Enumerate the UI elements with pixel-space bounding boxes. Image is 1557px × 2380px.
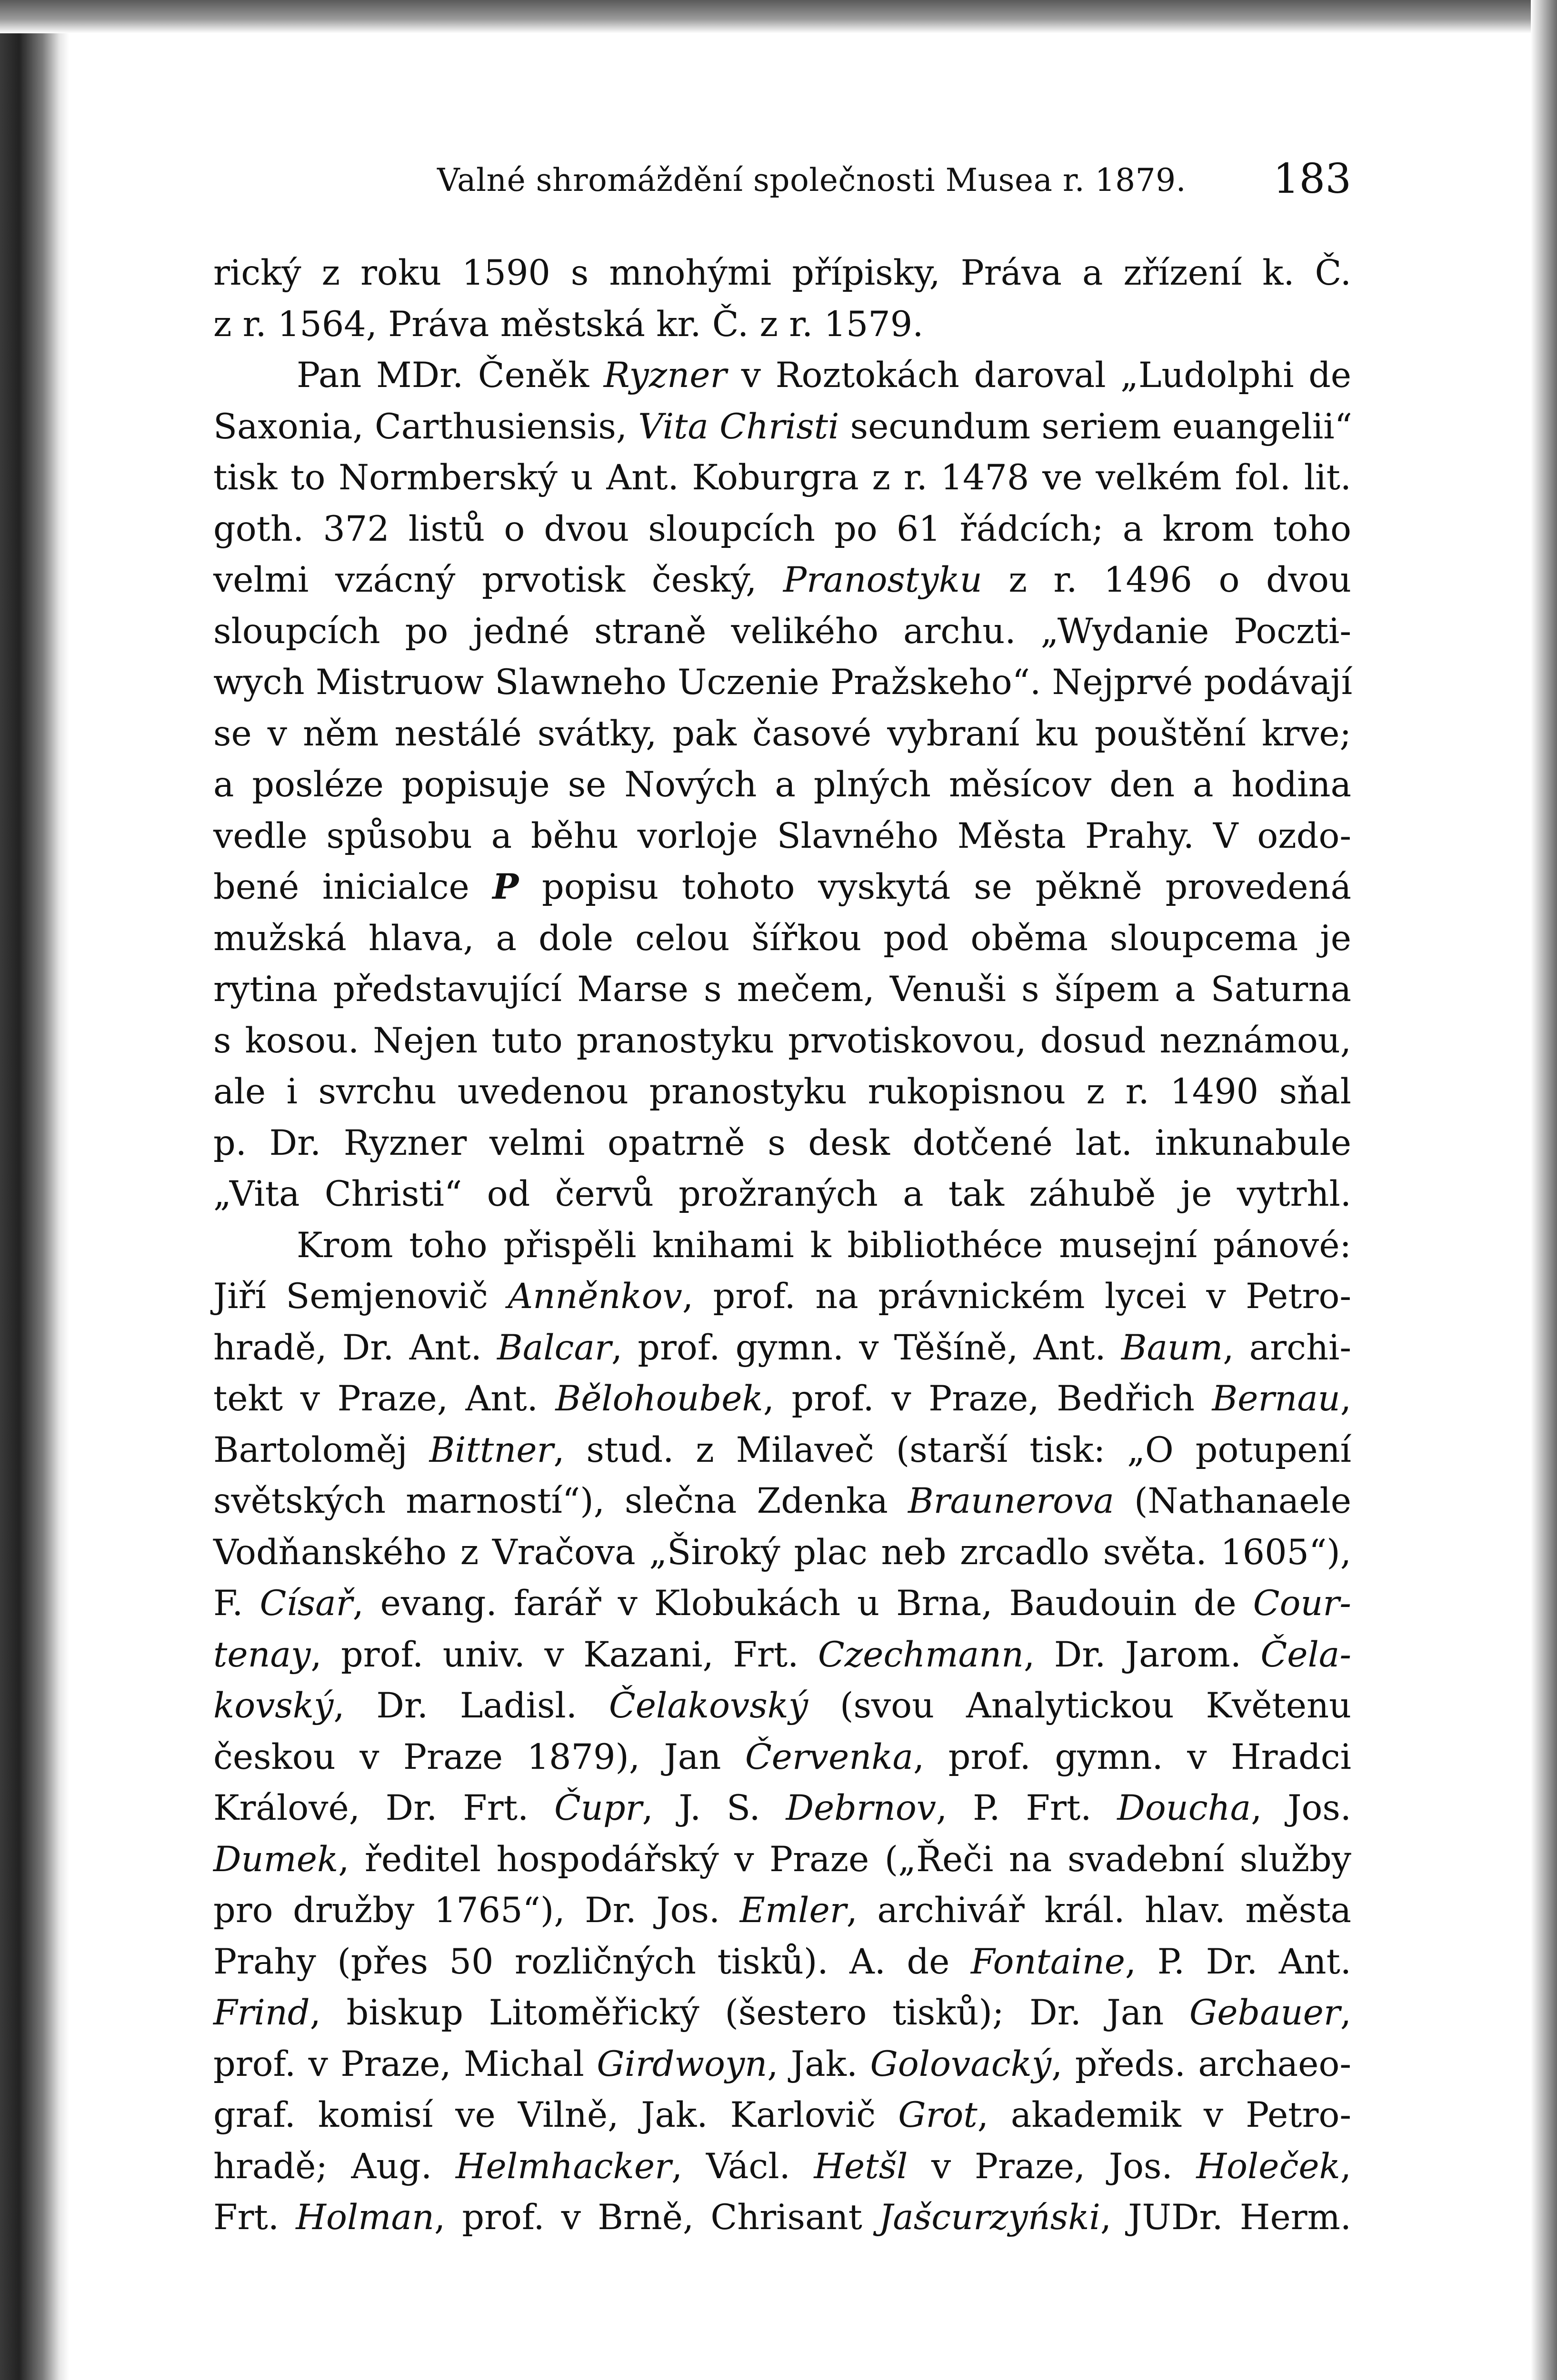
italic-name: Golovacký	[870, 2043, 1052, 2084]
book-page	[213, 0, 1351, 2380]
text-line: Saxonia, Carthusiensis, Vita Christi secundum seriem euangelii“	[213, 406, 1352, 447]
italic-name: Čupr	[554, 1788, 642, 1828]
italic-name: Czechmann	[818, 1634, 1024, 1675]
text-line: se v něm nestálé svátky, pak časové vybraní ku pouštění krve;	[213, 713, 1351, 754]
text-line: Krom toho přispěli knihami k bibliothéce musejní pánové:	[297, 1225, 1351, 1266]
text-line: pro družby 1765“), Dr. Jos. Emler, archivář král. hlav. města	[213, 1890, 1351, 1931]
body-text	[213, 248, 1351, 2243]
italic-name: Hetšl	[814, 2146, 908, 2187]
italic-name: Gebauer	[1189, 1993, 1340, 2033]
italic-name: Emler	[739, 1890, 847, 1931]
italic-name: tenay	[213, 1634, 311, 1675]
text-line: a posléze popisuje se Nových a plných měsícov den a hodina	[213, 764, 1351, 805]
text-line: mužská hlava, a dole celou šířkou pod oběma sloupcema je	[213, 918, 1351, 959]
text-line: Vodňanského z Vračova „Široký plac neb zrcadlo světa. 1605“),	[213, 1532, 1351, 1573]
text-line: Prahy (přes 50 rozličných tisků). A. de Fontaine, P. Dr. Ant.	[213, 1941, 1351, 1982]
italic-name: Červenka	[745, 1736, 913, 1777]
running-title: Valné shromáždění společnosti Musea r. 1879.	[437, 162, 1187, 198]
text-line: Pan MDr. Čeněk Ryzner v Roztokách daroval „Ludolphi de	[297, 355, 1351, 396]
italic-name: Bittner	[429, 1429, 554, 1470]
text-line: bené inicialce P popisu tohoto vyskytá se pěkně provedená	[213, 866, 1352, 907]
text-line: tisk to Normberský u Ant. Koburgra z r. 1478 ve velkém fol. lit.	[213, 457, 1351, 498]
text-line: sloupcích po jedné straně velikého archu. „Wydanie Poczti-	[213, 611, 1351, 652]
text-line: hradě; Aug. Helmhacker, Václ. Hetšl v Praze, Jos. Holeček,	[213, 2146, 1352, 2187]
italic-name: Čelakovský	[609, 1686, 808, 1726]
scan-shadow-right	[1531, 0, 1557, 2380]
italic-name: Jašcurzyński	[879, 2197, 1100, 2238]
text-line: tenay, prof. univ. v Kazani, Frt. Czechmann, Dr. Jarom. Čela-	[213, 1634, 1351, 1675]
text-line: goth. 372 listů o dvou sloupcích po 61 řádcích; a krom toho	[213, 508, 1351, 549]
italic-name: Helmhacker	[455, 2146, 672, 2187]
italic-name: Holeček	[1196, 2146, 1340, 2187]
text-line: prof. v Praze, Michal Girdwoyn, Jak. Golovacký, předs. archaeo-	[213, 2043, 1351, 2084]
text-line: graf. komisí ve Vilně, Jak. Karlovič Grot, akademik v Petro-	[213, 2095, 1351, 2135]
italic-name: Fontaine	[970, 1941, 1125, 1982]
initial-letter: P	[492, 866, 519, 907]
italic-name: Frind	[213, 1993, 310, 2033]
italic-title: Pranostyku	[783, 560, 982, 600]
italic-name: Holman	[296, 2197, 434, 2238]
text-line: ale i svrchu uvedenou pranostyku rukopisnou z r. 1490 sňal	[213, 1071, 1351, 1112]
text-line: Frt. Holman, prof. v Brně, Chrisant Jašcurzyński, JUDr. Herm.	[213, 2197, 1351, 2238]
italic-name: Anněnkov	[508, 1276, 682, 1317]
italic-name: Doucha	[1117, 1788, 1251, 1828]
italic-name: Bělohoubek	[555, 1378, 763, 1419]
text-line: kovský, Dr. Ladisl. Čelakovský (svou Analytickou Květenu	[213, 1686, 1351, 1726]
italic-name: Balcar	[497, 1327, 611, 1368]
text-line: rický z roku 1590 s mnohými přípisky, Práva a zřízení k. Č.	[213, 253, 1351, 293]
italic-name: Braunerova	[908, 1481, 1114, 1521]
text-line: vedle spůsobu a běhu vorloje Slavného Města Prahy. V ozdo-	[213, 815, 1351, 856]
text-line: rytina představující Marse s mečem, Venuši s šípem a Saturna	[213, 969, 1351, 1010]
text-line: velmi vzácný prvotisk český, Pranostyku z r. 1496 o dvou	[213, 560, 1351, 600]
text-line: F. Císař, evang. farář v Klobukách u Brna, Baudouin de Cour-	[213, 1583, 1351, 1624]
text-line: Bartoloměj Bittner, stud. z Milaveč (starší tisk: „O potupení	[213, 1429, 1351, 1470]
italic-name: Girdwoyn	[597, 2043, 768, 2084]
text-line: tekt v Praze, Ant. Bělohoubek, prof. v Praze, Bedřich Bernau,	[213, 1378, 1351, 1419]
text-line: Králové, Dr. Frt. Čupr, J. S. Debrnov, P. Frt. Doucha, Jos.	[213, 1788, 1351, 1828]
italic-name: Debrnov	[786, 1788, 937, 1828]
running-header	[213, 152, 1351, 205]
text-line: „Vita Christi“ od červů prožraných a tak záhubě je vytrhl.	[213, 1174, 1351, 1214]
page-number: 183	[1273, 155, 1351, 203]
text-line: Dumek, ředitel hospodářský v Praze („Řeči na svadební služby	[213, 1839, 1351, 1880]
text-line: světských marností“), slečna Zdenka Braunerova (Nathanaele	[213, 1481, 1351, 1521]
scan-shadow-left	[0, 0, 69, 2380]
italic-title: Vita Christi	[638, 406, 839, 447]
text-line: p. Dr. Ryzner velmi opatrně s desk dotčené lat. inkunabule	[213, 1122, 1351, 1163]
text-line: s kosou. Nejen tuto pranostyku prvotiskovou, dosud neznámou,	[213, 1020, 1351, 1061]
italic-name: Bernau	[1212, 1378, 1340, 1419]
text-line: Jiří Semjenovič Anněnkov, prof. na právnickém lycei v Petro-	[213, 1276, 1352, 1317]
italic-name: Grot	[898, 2095, 978, 2135]
italic-name: Cour-	[1253, 1583, 1351, 1624]
italic-name: kovský	[213, 1686, 334, 1726]
text-line: Frind, biskup Litoměřický (šestero tisků); Dr. Jan Gebauer,	[213, 1993, 1351, 2033]
italic-name: Dumek	[213, 1839, 339, 1880]
text-line: wych Mistruow Slawneho Uczenie Pražskeho“. Nejprvé podávají	[213, 662, 1353, 703]
italic-name: Ryzner	[603, 355, 727, 396]
italic-name: Císař	[260, 1583, 353, 1624]
italic-name: Baum	[1121, 1327, 1223, 1368]
text-line: z r. 1564, Práva městská kr. Č. z r. 1579.	[213, 304, 924, 345]
italic-name: Čela-	[1260, 1634, 1351, 1675]
text-line: hradě, Dr. Ant. Balcar, prof. gymn. v Těšíně, Ant. Baum, archi-	[213, 1327, 1351, 1368]
text-line: českou v Praze 1879), Jan Červenka, prof. gymn. v Hradci	[213, 1736, 1351, 1777]
